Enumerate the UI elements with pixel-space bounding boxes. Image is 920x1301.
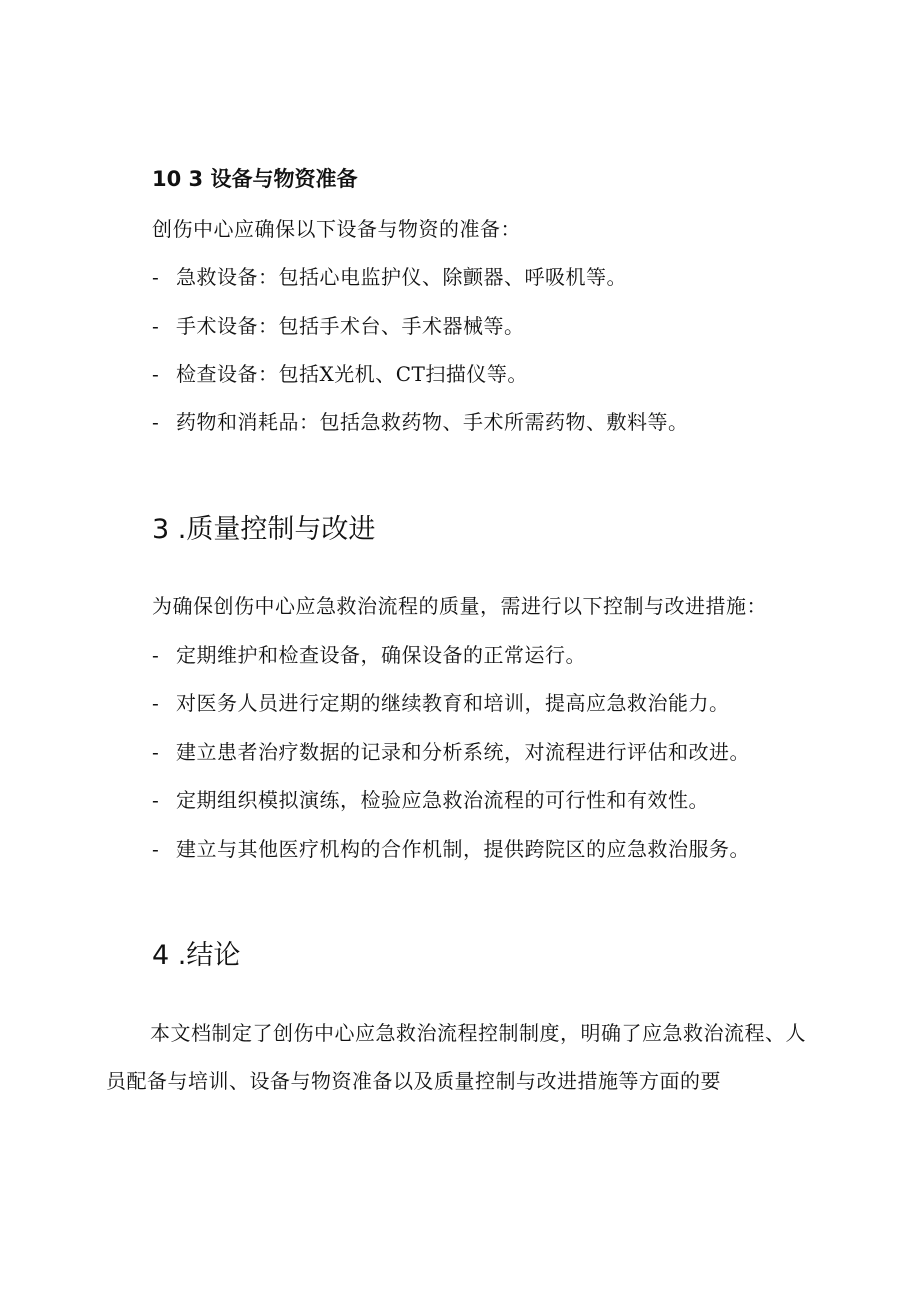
list-item-text: 药物和消耗品：包括急救药物、手术所需药物、敷料等。 [176, 410, 689, 434]
list-item [152, 264, 627, 290]
bullet-dash: - [152, 691, 160, 715]
list-item-text: 检查设备：包括X光机、CT扫描仪等。 [176, 362, 528, 386]
list-item-text: 定期组织模拟演练，检验应急救治流程的可行性和有效性。 [176, 788, 709, 812]
list-item [152, 690, 730, 716]
bullet-dash: - [152, 788, 160, 812]
list-item [152, 361, 528, 387]
list-item-text: 建立与其他医疗机构的合作机制，提供跨院区的应急救治服务。 [176, 837, 750, 861]
list-item [152, 739, 750, 765]
list-item-text: 对医务人员进行定期的继续教育和培训，提高应急救治能力。 [176, 691, 730, 715]
section-4-heading: 4 .结论 [152, 940, 241, 971]
section-10-3-intro: 创伤中心应确保以下设备与物资的准备： [152, 217, 521, 241]
bullet-dash: - [152, 314, 160, 338]
list-item-text: 手术设备：包括手术台、手术器械等。 [176, 314, 525, 338]
list-item [152, 836, 750, 862]
section-3-heading: 3 .质量控制与改进 [152, 514, 376, 545]
section-10-3-heading: 10 3 设备与物资准备 [152, 167, 358, 191]
bullet-dash: - [152, 643, 160, 667]
section-3-intro: 为确保创伤中心应急救治流程的质量，需进行以下控制与改进措施： [152, 594, 767, 618]
bullet-dash: - [152, 362, 160, 386]
list-item-text: 急救设备：包括心电监护仪、除颤器、呼吸机等。 [176, 265, 627, 289]
bullet-dash: - [152, 837, 160, 861]
list-item-text: 定期维护和检查设备，确保设备的正常运行。 [176, 643, 586, 667]
list-item [152, 642, 586, 668]
bullet-dash: - [152, 265, 160, 289]
list-item [152, 787, 709, 813]
list-item [152, 313, 525, 339]
list-item-text: 建立患者治疗数据的记录和分析系统，对流程进行评估和改进。 [176, 740, 750, 764]
bullet-dash: - [152, 740, 160, 764]
list-item [152, 409, 689, 435]
bullet-dash: - [152, 410, 160, 434]
conclusion-paragraph: 本文档制定了创伤中心应急救治流程控制制度，明确了应急救治流程、人员配备与培训、设备与物资准备以及质量控制与改进措施等方面的要 [106, 1021, 806, 1093]
